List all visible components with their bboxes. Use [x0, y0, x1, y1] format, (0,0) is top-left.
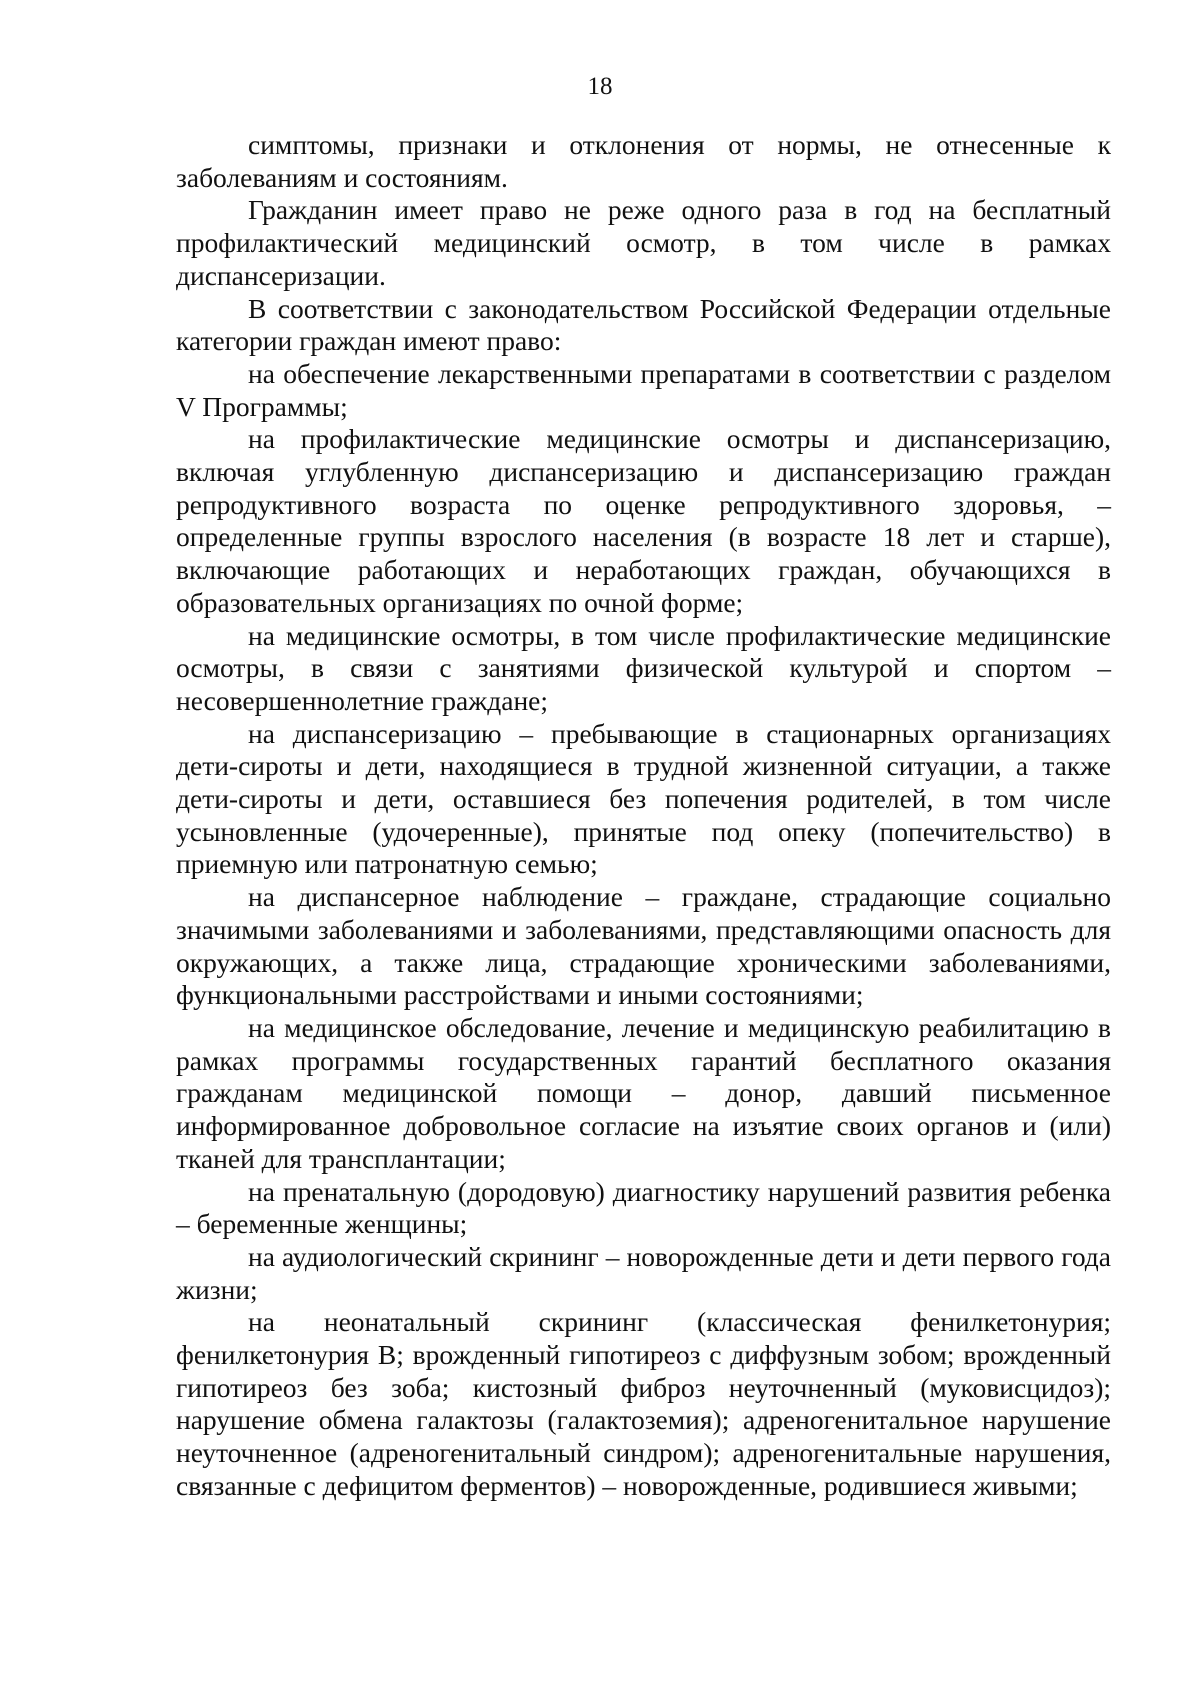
paragraph-audiology-screening-right: на аудиологический скрининг – новорожденные дети и дети первого года жизни;: [176, 1240, 1111, 1305]
paragraph-prenatal-diagnostics-right: на пренатальную (дородовую) диагностику нарушений развития ребенка – беременные женщины;: [176, 1175, 1111, 1240]
page-number: 18: [587, 73, 613, 100]
paragraph-dispensary-observation-right: на диспансерное наблюдение – граждане, страдающие социально значимыми заболеваниями и заболеваниями, представляющими опасность для окружающих, а также лица, страдающие хроническими заболеваниями, функциональными расстройствами и иными состояниями;: [176, 881, 1111, 1011]
page-body: [176, 129, 1111, 1503]
paragraph-categories-intro: В соответствии с законодательством Российской Федерации отдельные категории граждан имеют право:: [176, 292, 1111, 357]
paragraph-annual-checkup: Гражданин имеет право не реже одного раза в год на бесплатный профилактический медицинский осмотр, в том числе в рамках диспансеризации.: [176, 194, 1111, 291]
paragraph-symptoms-continued: симптомы, признаки и отклонения от нормы, не отнесенные к заболеваниям и состояниям.: [176, 129, 1111, 193]
paragraph-minors-checkup-right: на медицинские осмотры, в том числе профилактические медицинские осмотры, в связи с занятиями физической культурой и спортом – несовершеннолетние граждане;: [176, 619, 1111, 716]
paragraph-donor-right: на медицинское обследование, лечение и медицинскую реабилитацию в рамках программы государственных гарантий бесплатного оказания гражданам медицинской помощи – донор, давший письменное информированное добровольное согласие на изъятие своих органов и (или) тканей для трансплантации;: [176, 1011, 1111, 1174]
paragraph-neonatal-screening-right: на неонатальный скрининг (классическая фенилкетонурия; фенилкетонурия B; врожденный гипотиреоз с диффузным зобом; врожденный гипотиреоз без зоба; кистозный фиброз неуточненный (муковисцидоз); нарушение обмена галактозы (галактоземия); адреногенитальное нарушение неуточненное (адреногенитальный синдром); адреногенитальные нарушения, связанные с дефицитом ферментов) – новорожденные, родившиеся живыми;: [176, 1306, 1111, 1501]
paragraph-orphans-right: на диспансеризацию – пребывающие в стационарных организациях дети-сироты и дети, находящиеся в трудной жизненной ситуации, а также дети-сироты и дети, оставшиеся без попечения родителей, в том числе усыновленные (удочеренные), принятые под опеку (попечительство) в приемную или патронатную семью;: [176, 717, 1111, 880]
paragraph-adult-screening-right: на профилактические медицинские осмотры и диспансеризацию, включая углубленную диспансеризацию и диспансеризацию граждан репродуктивного возраста по оценке репродуктивного здоровья, – определенные группы взрослого населения (в возрасте 18 лет и старше), включающие работающих и неработающих граждан, обучающихся в образовательных организациях по очной форме;: [176, 423, 1111, 618]
paragraph-medication-right: на обеспечение лекарственными препаратами в соответствии с разделом V Программы;: [176, 357, 1111, 422]
